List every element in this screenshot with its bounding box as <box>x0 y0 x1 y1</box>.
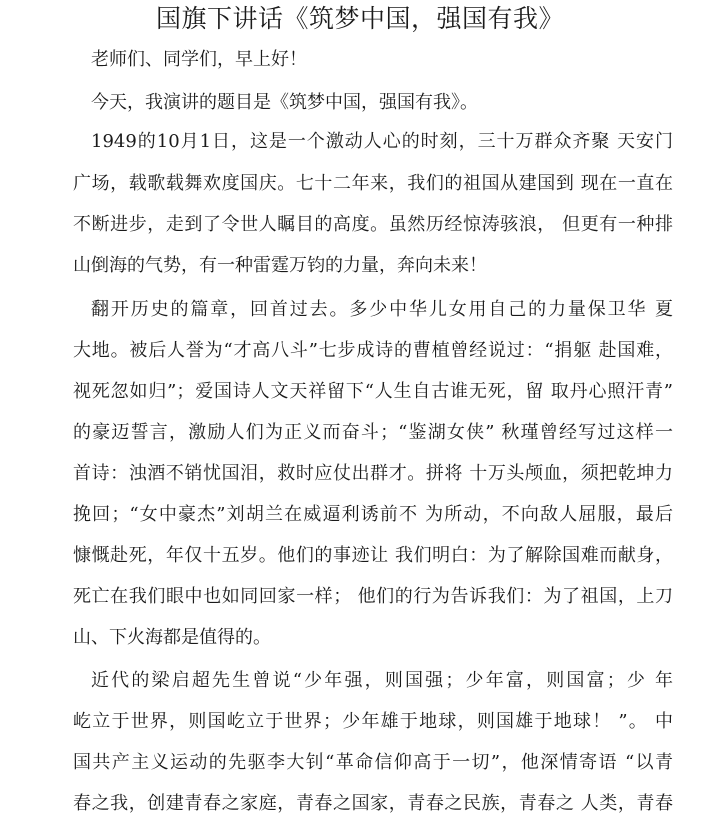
paragraph-2-line-1: 今天，我演讲的题目是《筑梦中国，强国有我》。 <box>91 92 478 113</box>
paragraph-1-line-1: 老师们、同学们，早上好！ <box>91 49 307 70</box>
paragraph-5-line-4: 春之我，创建青春之家庭，青春之国家，青春之民族，青春之 人类，青春 <box>73 793 673 814</box>
paragraph-4-line-2: 大地。被后人誉为“才高八斗”七步成诗的曹植曾经说过：“捐躯 赴国难， <box>73 340 673 361</box>
paragraph-5-line-3: 国共产主义运动的先驱李大钊“革命信仰高于一切”，他深情寄语 “以青 <box>73 752 673 773</box>
paragraph-4-line-8: 死亡在我们眼中也如同回家一样； 他们的行为告诉我们：为了祖国，上刀 <box>73 586 673 607</box>
paragraph-5-line-1: 近代的梁启超先生曾说“少年强，则国强；少年富，则国富；少 年 <box>91 670 673 691</box>
paragraph-4-line-5: 首诗：浊酒不销忧国泪，救时应仗出群才。拼将 十万头颅血，须把乾坤力 <box>73 463 673 484</box>
speech-title: 国旗下讲话《筑梦中国，强国有我》 <box>155 4 564 33</box>
paragraph-4-line-4: 的豪迈誓言，激励人们为正义而奋斗；“鉴湖女侠” 秋瑾曾经写过这样一 <box>73 422 673 443</box>
paragraph-4-line-7: 慷慨赴死，年仅十五岁。他们的事迹让 我们明白：为了解除国难而献身， <box>73 545 673 566</box>
paragraph-4-line-9: 山、下火海都是值得的。 <box>73 627 271 648</box>
paragraph-3-line-3: 不断进步，走到了令世人瞩目的高度。虽然历经惊涛骇浪， 但更有一种排 <box>73 214 673 235</box>
paragraph-3-line-1: 1949的10月1日，这是一个激动人心的时刻，三十万群众齐聚 天安门 <box>91 131 673 152</box>
paragraph-4-line-3: 视死忽如归”；爱国诗人文天祥留下“人生自古谁无死，留 取丹心照汗青” <box>73 381 673 402</box>
paragraph-4-line-1: 翻开历史的篇章，回首过去。多少中华儿女用自己的力量保卫华 夏 <box>91 299 673 320</box>
paragraph-4-line-6: 挽回；“女中豪杰”刘胡兰在威逼利诱前不 为所动，不向敌人屈服，最后 <box>73 504 673 525</box>
paragraph-5-line-2: 屹立于世界，则国屹立于世界；少年雄于地球，则国雄于地球！ ”。 中 <box>73 711 673 732</box>
paragraph-3-line-2: 广场，载歌载舞欢度国庆。七十二年来，我们的祖国从建国到 现在一直在 <box>73 173 673 194</box>
paragraph-3-line-4: 山倒海的气势，有一种雷霆万钧的力量，奔向未来！ <box>73 255 487 276</box>
